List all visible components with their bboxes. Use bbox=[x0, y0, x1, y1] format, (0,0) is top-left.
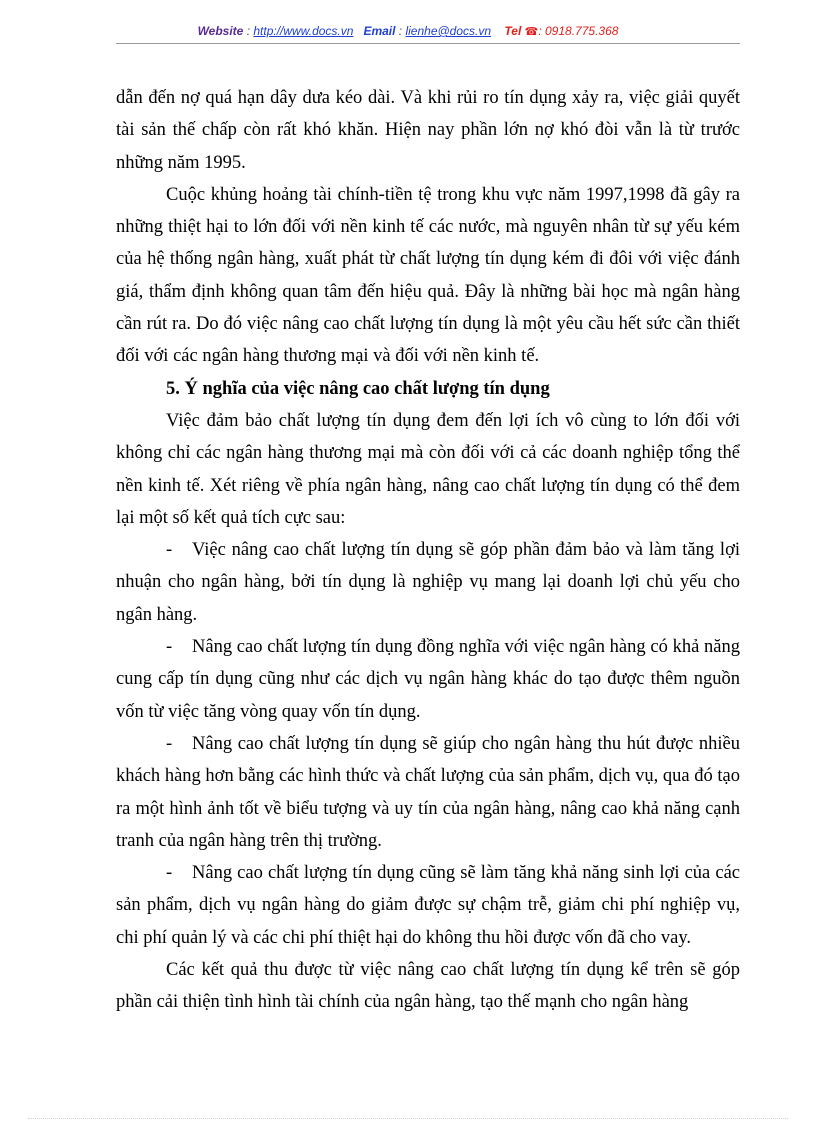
list-item-text: Nâng cao chất lượng tín dụng đồng nghĩa với việc ngân hàng có khả năng cung cấp tín dụng cũng như các dịch vụ ngân hàng khác do tạo được thêm nguồn vốn từ việc tăng vòng quay vốn tín dụng. bbox=[116, 637, 740, 722]
page-header bbox=[0, 24, 816, 38]
website-link[interactable]: http://www.docs.vn bbox=[253, 24, 354, 38]
tel-number: : 0918.775.368 bbox=[538, 24, 619, 38]
footer-divider bbox=[28, 1118, 788, 1119]
header-divider bbox=[116, 43, 740, 44]
list-item-text: Nâng cao chất lượng tín dụng cũng sẽ làm tăng khả năng sinh lợi của các sản phẩm, dịch vụ ngân hàng do giảm được sự chậm trễ, giảm chi phí nghiệp vụ, chi phí quản lý và các chi phí thiệt hại do không thu hồi được vốn đã cho vay. bbox=[116, 863, 740, 948]
email-link[interactable]: lienhe@docs.vn bbox=[405, 24, 492, 38]
bullet-dash: - bbox=[166, 863, 173, 884]
email-separator: : bbox=[395, 24, 406, 38]
bullet-dash: - bbox=[166, 540, 173, 561]
paragraph-continuation: dẫn đến nợ quá hạn dây dưa kéo dài. Và khi rủi ro tín dụng xảy ra, việc giải quyết tài sản thế chấp còn rất khó khăn. Hiện nay phần lớn nợ khó đòi vẫn là từ trước những năm 1995. bbox=[116, 88, 740, 173]
paragraph-intro: Việc đảm bảo chất lượng tín dụng đem đến lợi ích vô cùng to lớn đối với không chỉ các ngân hàng thương mại mà còn đối với cả các doanh nghiệp tổng thể nền kinh tế. Xét riêng về phía ngân hàng, nâng cao chất lượng tín dụng có thể đem lại một số kết quả tích cực sau: bbox=[116, 410, 740, 528]
paragraph-crisis: Cuộc khủng hoảng tài chính-tiền tệ trong khu vực năm 1997,1998 đã gây ra những thiệt hại to lớn đối với nền kinh tế các nước, mà nguyên nhân từ sự yếu kém của hệ thống ngân hàng, xuất phát từ chất lượng tín dụng kém đi đôi với việc đánh giá, thẩm định không quan tâm đến hiệu quả. Đây là những bài học mà ngân hàng cần rút ra. Do đó việc nâng cao chất lượng tín dụng là một yêu cầu hết sức cần thiết đối với các ngân hàng thương mại và đối với nền kinh tế. bbox=[116, 184, 740, 367]
list-item-text: Việc nâng cao chất lượng tín dụng sẽ góp phần đảm bảo và làm tăng lợi nhuận cho ngân hàng, bởi tín dụng là nghiệp vụ mang lại doanh lợi chủ yếu cho ngân hàng. bbox=[116, 540, 740, 625]
bullet-dash: - bbox=[166, 637, 173, 658]
bullet-dash: - bbox=[166, 733, 173, 754]
list-item bbox=[116, 631, 740, 728]
list-item bbox=[116, 857, 740, 954]
list-item bbox=[116, 728, 740, 857]
website-separator: : bbox=[243, 24, 254, 38]
list-item bbox=[116, 534, 740, 631]
paragraph-conclusion: Các kết quả thu được từ việc nâng cao chất lượng tín dụng kể trên sẽ góp phần cải thiện tình hình tài chính của ngân hàng, tạo thế mạnh cho ngân hàng bbox=[116, 960, 740, 1013]
website-label: Website bbox=[197, 24, 244, 38]
list-item-text: Nâng cao chất lượng tín dụng sẽ giúp cho ngân hàng thu hút được nhiều khách hàng hơn bằng các hình thức và chất lượng của sản phẩm, dịch vụ, qua đó tạo ra một hình ảnh tốt về biểu tượng và uy tín của ngân hàng, nâng cao khả năng cạnh tranh của ngân hàng trên thị trường. bbox=[116, 733, 740, 851]
document-body bbox=[116, 82, 740, 1019]
phone-icon: ☎ bbox=[524, 26, 539, 38]
email-label: Email bbox=[363, 24, 396, 38]
section-heading: 5. Ý nghĩa của việc nâng cao chất lượng tín dụng bbox=[166, 378, 550, 399]
tel-label: Tel bbox=[504, 24, 522, 38]
